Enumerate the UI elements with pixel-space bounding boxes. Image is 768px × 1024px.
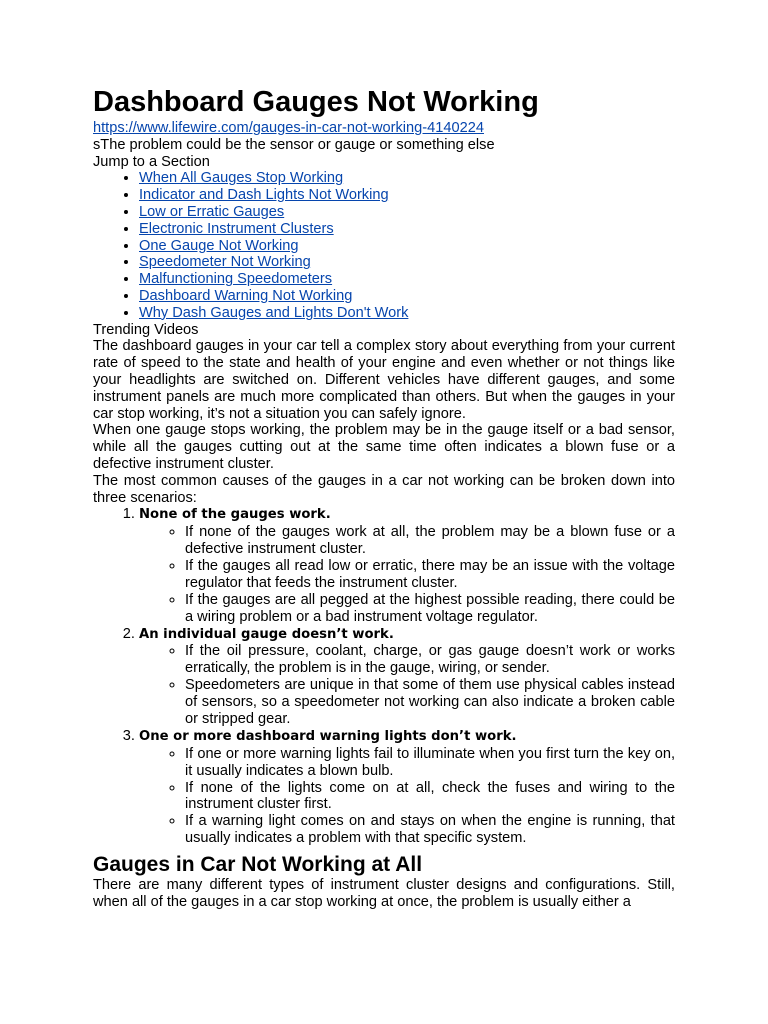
jump-to-section-label: Jump to a Section [93,153,210,170]
toc-item [139,254,675,271]
toc-item [139,170,675,187]
paragraph-one-gauge: When one gauge stops working, the problem may be in the gauge itself or a bad sensor, while all the gauges cutting out at the same time often indicates a blown fuse or a defective instrument cluster. [93,422,675,472]
toc-link-all-gauges[interactable]: When All Gauges Stop Working [139,170,344,187]
scenario-item [139,626,675,728]
document-page [93,84,675,911]
scenario-lead: One or more dashboard warning lights don’t work. [139,728,517,744]
toc-item [139,288,675,305]
paragraph-section2: There are many different types of instrument cluster designs and configurations. Still, when all of the gauges in a car stop working at once, the problem is usually either a [93,877,675,910]
table-of-contents [93,170,675,321]
scenario-point: ◦ If the oil pressure, coolant, charge, or gas gauge doesn’t work or works erratically, the problem is in the gauge, wiring, or sender. [185,643,675,677]
scenario-point: ◦ If the gauges all read low or erratic, there may be an issue with the voltage regulator that feeds the instrument cluster. [185,558,675,592]
toc-link-one-gauge[interactable]: One Gauge Not Working [139,237,299,254]
paragraph-common-causes: The most common causes of the gauges in a car not working can be broken down into three scenarios: [93,472,675,506]
page-title: Dashboard Gauges Not Working [93,86,539,118]
paragraph-intro: The dashboard gauges in your car tell a complex story about everything from your current rate of speed to the state and health of your engine and even whether or not things like your headlights are switched on. Different vehicles have different gauges, and some instrument panels are much more complicated than others. But when the gauges in your car stop working, it’s not a situation you can safely ignore. [93,338,675,422]
scenario-item [139,728,675,847]
toc-item [139,238,675,255]
toc-item [139,187,675,204]
subtitle: sThe problem could be the sensor or gauge or something else [93,136,495,153]
scenario-point: ◦ Speedometers are unique in that some of them use physical cables instead of sensors, so a speedometer not working can also indicate a broken cable or stripped gear. [185,677,675,728]
scenario-point: ◦ If none of the lights come on at all, check the fuses and wiring to the instrument cluster first. [185,780,675,814]
scenario-list [93,506,675,847]
section-heading: Gauges in Car Not Working at All [93,853,423,877]
toc-link-low-erratic[interactable]: Low or Erratic Gauges [139,203,285,220]
scenario-points [139,524,675,625]
toc-item [139,271,675,288]
toc-link-warning-not-working[interactable]: Dashboard Warning Not Working [139,287,353,304]
scenario-point: ◦ If none of the gauges work at all, the problem may be a blown fuse or a defective instrument cluster. [185,524,675,558]
toc-item [139,221,675,238]
scenario-points [139,643,675,728]
toc-link-electronic-clusters[interactable]: Electronic Instrument Clusters [139,220,334,237]
toc-item [139,305,675,322]
scenario-item [139,506,675,625]
scenario-lead: An individual gauge doesn’t work. [139,626,394,642]
toc-link-speedometer[interactable]: Speedometer Not Working [139,254,311,271]
scenario-point: ◦ If the gauges are all pegged at the highest possible reading, there could be a wiring problem or a bad instrument voltage regulator. [185,592,675,626]
trending-videos-label: Trending Videos [93,321,199,338]
scenario-point: ◦ If a warning light comes on and stays on when the engine is running, that usually indicates a problem with that specific system. [185,813,675,847]
scenario-lead: None of the gauges work. [139,507,331,523]
toc-link-malfunctioning-speedometers[interactable]: Malfunctioning Speedometers [139,271,333,288]
toc-link-indicator-lights[interactable]: Indicator and Dash Lights Not Working [139,187,389,204]
scenario-points [139,746,675,847]
source-link-line [93,120,675,137]
toc-link-why-dont-work[interactable]: Why Dash Gauges and Lights Don't Work [139,304,409,321]
source-link[interactable]: https://www.lifewire.com/gauges-in-car-not-working-4140224 [93,120,484,136]
scenario-point: ◦ If one or more warning lights fail to illuminate when you first turn the key on, it usually indicates a blown bulb. [185,746,675,780]
toc-item [139,204,675,221]
